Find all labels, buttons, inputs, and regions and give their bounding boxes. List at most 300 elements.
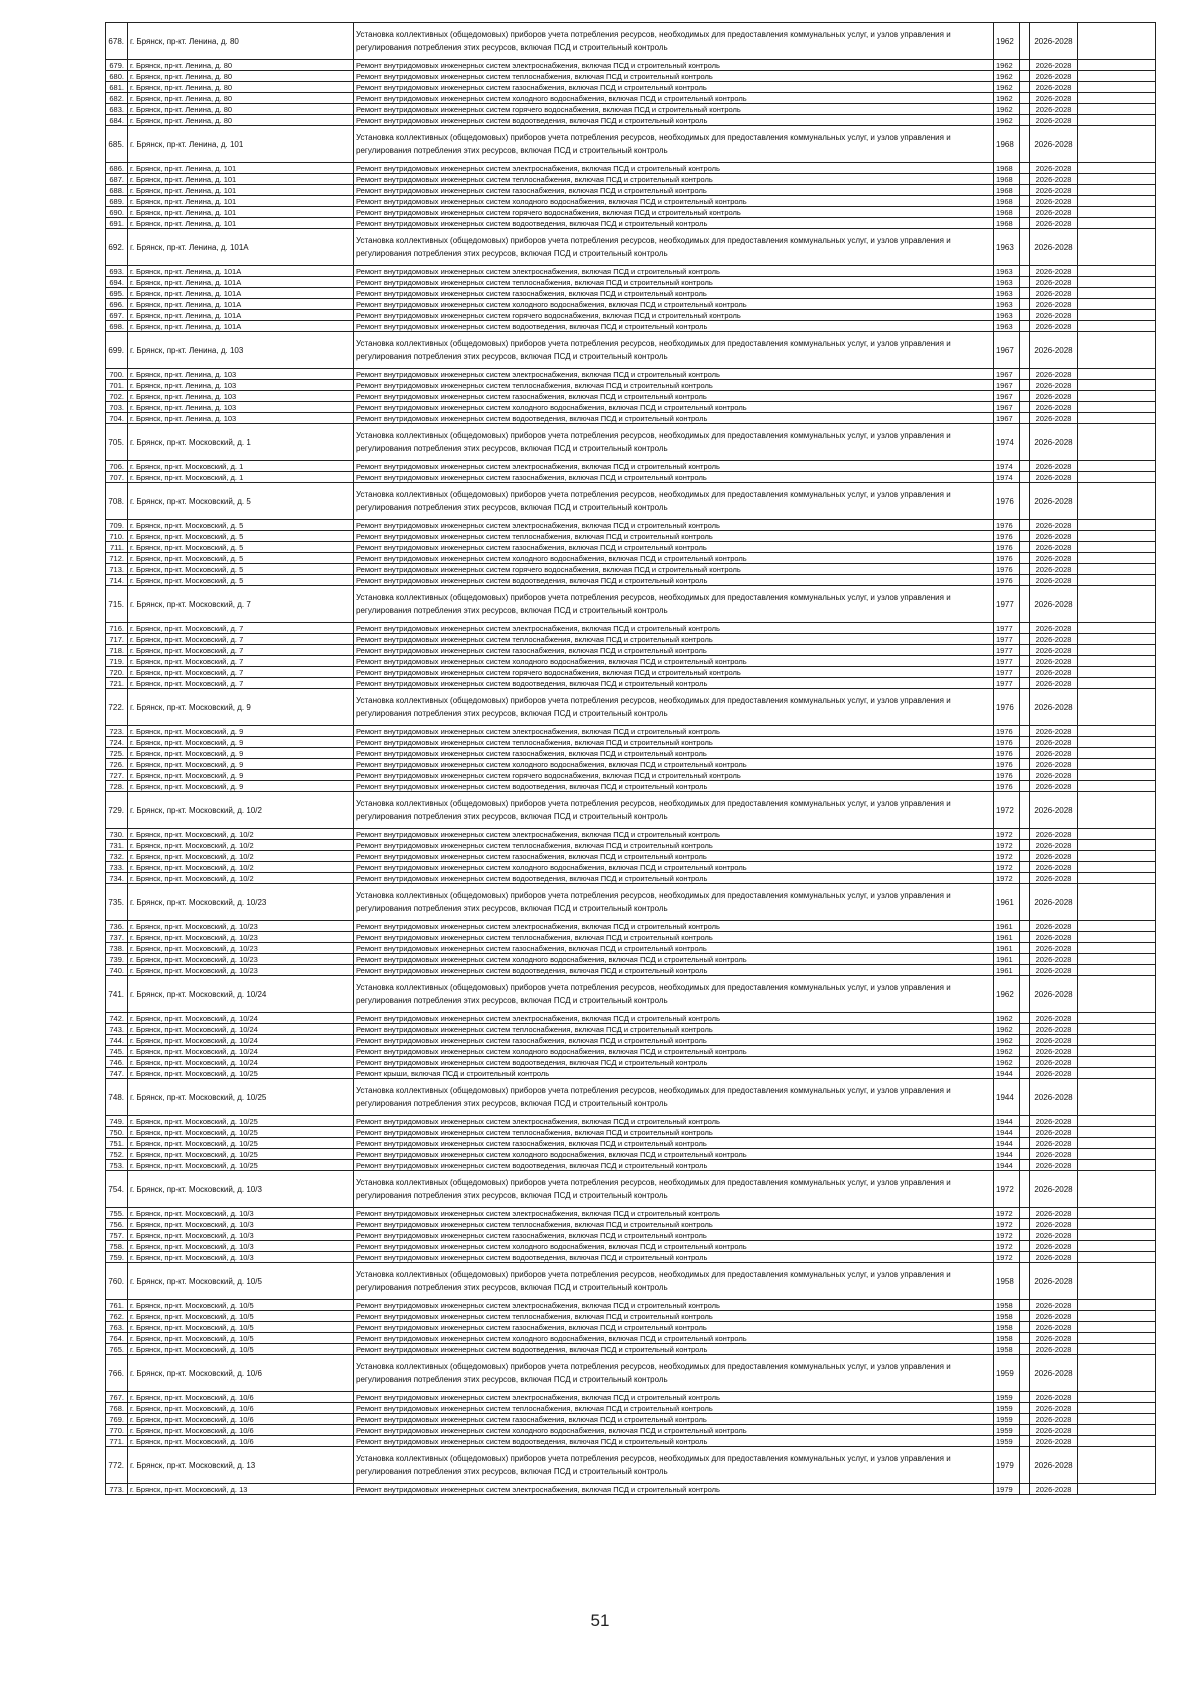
period-cell: 2026-2028 bbox=[1030, 1263, 1078, 1300]
commission-year-cell: 1961 bbox=[994, 954, 1020, 965]
commission-year-cell: 1958 bbox=[994, 1311, 1020, 1322]
row-number: 692. bbox=[106, 229, 128, 266]
empty-cell bbox=[1020, 954, 1030, 965]
table-row bbox=[106, 1219, 1156, 1230]
empty-cell bbox=[1020, 391, 1030, 402]
table-row bbox=[106, 104, 1156, 115]
row-number: 711. bbox=[106, 542, 128, 553]
commission-year-cell: 1959 bbox=[994, 1355, 1020, 1392]
empty-cell bbox=[1020, 196, 1030, 207]
empty-cell bbox=[1078, 115, 1156, 126]
row-number: 736. bbox=[106, 921, 128, 932]
empty-cell bbox=[1020, 174, 1030, 185]
row-number: 680. bbox=[106, 71, 128, 82]
work-type-cell: Ремонт внутридомовых инженерных систем электроснабжения, включая ПСД и строительный контроль bbox=[354, 1208, 994, 1219]
period-cell: 2026-2028 bbox=[1030, 321, 1078, 332]
period-cell: 2026-2028 bbox=[1030, 332, 1078, 369]
address-cell: г. Брянск, пр-кт. Московский, д. 1 bbox=[128, 424, 354, 461]
empty-cell bbox=[1078, 553, 1156, 564]
table-row bbox=[106, 369, 1156, 380]
period-cell: 2026-2028 bbox=[1030, 965, 1078, 976]
period-cell: 2026-2028 bbox=[1030, 954, 1078, 965]
commission-year-cell: 1968 bbox=[994, 174, 1020, 185]
period-cell: 2026-2028 bbox=[1030, 781, 1078, 792]
empty-cell bbox=[1020, 759, 1030, 770]
address-cell: г. Брянск, пр-кт. Московский, д. 10/5 bbox=[128, 1263, 354, 1300]
address-cell: г. Брянск, пр-кт. Московский, д. 10/23 bbox=[128, 943, 354, 954]
commission-year-cell: 1962 bbox=[994, 1035, 1020, 1046]
table-row bbox=[106, 185, 1156, 196]
empty-cell bbox=[1078, 332, 1156, 369]
empty-cell bbox=[1020, 380, 1030, 391]
commission-year-cell: 1977 bbox=[994, 623, 1020, 634]
commission-year-cell: 1976 bbox=[994, 770, 1020, 781]
empty-cell bbox=[1078, 413, 1156, 424]
work-type-cell: Ремонт внутридомовых инженерных систем газоснабжения, включая ПСД и строительный контроль bbox=[354, 542, 994, 553]
row-number: 740. bbox=[106, 965, 128, 976]
empty-cell bbox=[1020, 1046, 1030, 1057]
commission-year-cell: 1962 bbox=[994, 115, 1020, 126]
empty-cell bbox=[1020, 1311, 1030, 1322]
table-row bbox=[106, 1024, 1156, 1035]
commission-year-cell: 1968 bbox=[994, 126, 1020, 163]
row-number: 738. bbox=[106, 943, 128, 954]
work-type-cell: Ремонт внутридомовых инженерных систем водоотведения, включая ПСД и строительный контроль bbox=[354, 1344, 994, 1355]
period-cell: 2026-2028 bbox=[1030, 862, 1078, 873]
table-row bbox=[106, 542, 1156, 553]
empty-cell bbox=[1078, 424, 1156, 461]
period-cell: 2026-2028 bbox=[1030, 277, 1078, 288]
address-cell: г. Брянск, пр-кт. Московский, д. 13 bbox=[128, 1447, 354, 1484]
empty-cell bbox=[1020, 115, 1030, 126]
address-cell: г. Брянск, пр-кт. Московский, д. 10/6 bbox=[128, 1392, 354, 1403]
empty-cell bbox=[1020, 310, 1030, 321]
work-type-cell: Установка коллективных (общедомовых) приборов учета потребления ресурсов, необходимых для предоставления коммунальных услуг, и узлов управления и регулирования потребления этих ресурсов, включая ПСД и строительный контроль bbox=[354, 586, 994, 623]
row-number: 758. bbox=[106, 1241, 128, 1252]
empty-cell bbox=[1020, 402, 1030, 413]
empty-cell bbox=[1020, 976, 1030, 1013]
empty-cell bbox=[1078, 82, 1156, 93]
address-cell: г. Брянск, пр-кт. Ленина, д. 101А bbox=[128, 266, 354, 277]
period-cell: 2026-2028 bbox=[1030, 472, 1078, 483]
empty-cell bbox=[1078, 1219, 1156, 1230]
period-cell: 2026-2028 bbox=[1030, 461, 1078, 472]
table-row bbox=[106, 678, 1156, 689]
empty-cell bbox=[1020, 1403, 1030, 1414]
table-row bbox=[106, 1484, 1156, 1495]
commission-year-cell: 1963 bbox=[994, 299, 1020, 310]
empty-cell bbox=[1020, 299, 1030, 310]
empty-cell bbox=[1020, 1057, 1030, 1068]
address-cell: г. Брянск, пр-кт. Московский, д. 10/24 bbox=[128, 1057, 354, 1068]
address-cell: г. Брянск, пр-кт. Московский, д. 10/6 bbox=[128, 1355, 354, 1392]
period-cell: 2026-2028 bbox=[1030, 196, 1078, 207]
work-type-cell: Установка коллективных (общедомовых) приборов учета потребления ресурсов, необходимых для предоставления коммунальных услуг, и узлов управления и регулирования потребления этих ресурсов, включая ПСД и строительный контроль bbox=[354, 483, 994, 520]
table-row bbox=[106, 424, 1156, 461]
table-row bbox=[106, 862, 1156, 873]
empty-cell bbox=[1078, 1068, 1156, 1079]
address-cell: г. Брянск, пр-кт. Московский, д. 9 bbox=[128, 781, 354, 792]
address-cell: г. Брянск, пр-кт. Московский, д. 10/23 bbox=[128, 884, 354, 921]
commission-year-cell: 1959 bbox=[994, 1425, 1020, 1436]
program-table-container bbox=[105, 22, 1155, 1495]
address-cell: г. Брянск, пр-кт. Ленина, д. 101А bbox=[128, 299, 354, 310]
empty-cell bbox=[1020, 1149, 1030, 1160]
empty-cell bbox=[1078, 770, 1156, 781]
page-number: 51 bbox=[590, 1611, 610, 1630]
empty-cell bbox=[1078, 402, 1156, 413]
address-cell: г. Брянск, пр-кт. Московский, д. 7 bbox=[128, 667, 354, 678]
commission-year-cell: 1974 bbox=[994, 461, 1020, 472]
commission-year-cell: 1977 bbox=[994, 656, 1020, 667]
period-cell: 2026-2028 bbox=[1030, 840, 1078, 851]
period-cell: 2026-2028 bbox=[1030, 1013, 1078, 1024]
row-number: 719. bbox=[106, 656, 128, 667]
row-number: 720. bbox=[106, 667, 128, 678]
empty-cell bbox=[1020, 369, 1030, 380]
table-row bbox=[106, 667, 1156, 678]
address-cell: г. Брянск, пр-кт. Ленина, д. 101 bbox=[128, 126, 354, 163]
work-type-cell: Ремонт внутридомовых инженерных систем электроснабжения, включая ПСД и строительный контроль bbox=[354, 60, 994, 71]
table-row bbox=[106, 1300, 1156, 1311]
empty-cell bbox=[1078, 851, 1156, 862]
period-cell: 2026-2028 bbox=[1030, 126, 1078, 163]
row-number: 742. bbox=[106, 1013, 128, 1024]
address-cell: г. Брянск, пр-кт. Ленина, д. 101 bbox=[128, 185, 354, 196]
period-cell: 2026-2028 bbox=[1030, 1219, 1078, 1230]
table-row bbox=[106, 82, 1156, 93]
empty-cell bbox=[1078, 689, 1156, 726]
table-row bbox=[106, 1447, 1156, 1484]
commission-year-cell: 1967 bbox=[994, 369, 1020, 380]
work-type-cell: Ремонт внутридомовых инженерных систем теплоснабжения, включая ПСД и строительный контроль bbox=[354, 1127, 994, 1138]
empty-cell bbox=[1078, 678, 1156, 689]
empty-cell bbox=[1020, 873, 1030, 884]
work-type-cell: Ремонт внутридомовых инженерных систем газоснабжения, включая ПСД и строительный контроль bbox=[354, 1035, 994, 1046]
commission-year-cell: 1961 bbox=[994, 921, 1020, 932]
work-type-cell: Ремонт внутридомовых инженерных систем газоснабжения, включая ПСД и строительный контроль bbox=[354, 851, 994, 862]
empty-cell bbox=[1078, 1079, 1156, 1116]
empty-cell bbox=[1078, 483, 1156, 520]
empty-cell bbox=[1078, 71, 1156, 82]
empty-cell bbox=[1078, 1171, 1156, 1208]
row-number: 709. bbox=[106, 520, 128, 531]
empty-cell bbox=[1078, 174, 1156, 185]
empty-cell bbox=[1078, 1436, 1156, 1447]
address-cell: г. Брянск, пр-кт. Московский, д. 7 bbox=[128, 634, 354, 645]
period-cell: 2026-2028 bbox=[1030, 921, 1078, 932]
empty-cell bbox=[1020, 60, 1030, 71]
row-number: 705. bbox=[106, 424, 128, 461]
address-cell: г. Брянск, пр-кт. Московский, д. 1 bbox=[128, 461, 354, 472]
row-number: 754. bbox=[106, 1171, 128, 1208]
address-cell: г. Брянск, пр-кт. Московский, д. 9 bbox=[128, 748, 354, 759]
table-row bbox=[106, 759, 1156, 770]
row-number: 726. bbox=[106, 759, 128, 770]
period-cell: 2026-2028 bbox=[1030, 564, 1078, 575]
empty-cell bbox=[1078, 185, 1156, 196]
commission-year-cell: 1959 bbox=[994, 1403, 1020, 1414]
period-cell: 2026-2028 bbox=[1030, 667, 1078, 678]
commission-year-cell: 1958 bbox=[994, 1322, 1020, 1333]
row-number: 729. bbox=[106, 792, 128, 829]
period-cell: 2026-2028 bbox=[1030, 1160, 1078, 1171]
commission-year-cell: 1977 bbox=[994, 678, 1020, 689]
work-type-cell: Ремонт внутридомовых инженерных систем холодного водоснабжения, включая ПСД и строительный контроль bbox=[354, 93, 994, 104]
work-type-cell: Ремонт внутридомовых инженерных систем водоотведения, включая ПСД и строительный контроль bbox=[354, 115, 994, 126]
row-number: 723. bbox=[106, 726, 128, 737]
work-type-cell: Установка коллективных (общедомовых) приборов учета потребления ресурсов, необходимых для предоставления коммунальных услуг, и узлов управления и регулирования потребления этих ресурсов, включая ПСД и строительный контроль bbox=[354, 792, 994, 829]
row-number: 765. bbox=[106, 1344, 128, 1355]
empty-cell bbox=[1078, 299, 1156, 310]
empty-cell bbox=[1078, 1116, 1156, 1127]
address-cell: г. Брянск, пр-кт. Московский, д. 9 bbox=[128, 689, 354, 726]
work-type-cell: Ремонт внутридомовых инженерных систем теплоснабжения, включая ПСД и строительный контроль bbox=[354, 174, 994, 185]
commission-year-cell: 1972 bbox=[994, 1252, 1020, 1263]
address-cell: г. Брянск, пр-кт. Московский, д. 10/5 bbox=[128, 1322, 354, 1333]
table-row bbox=[106, 1057, 1156, 1068]
row-number: 741. bbox=[106, 976, 128, 1013]
row-number: 728. bbox=[106, 781, 128, 792]
empty-cell bbox=[1020, 1116, 1030, 1127]
row-number: 714. bbox=[106, 575, 128, 586]
commission-year-cell: 1963 bbox=[994, 310, 1020, 321]
empty-cell bbox=[1020, 623, 1030, 634]
program-table bbox=[105, 22, 1156, 1495]
empty-cell bbox=[1020, 1322, 1030, 1333]
empty-cell bbox=[1020, 726, 1030, 737]
row-number: 747. bbox=[106, 1068, 128, 1079]
address-cell: г. Брянск, пр-кт. Ленина, д. 103 bbox=[128, 380, 354, 391]
table-row bbox=[106, 634, 1156, 645]
period-cell: 2026-2028 bbox=[1030, 759, 1078, 770]
address-cell: г. Брянск, пр-кт. Ленина, д. 101А bbox=[128, 277, 354, 288]
address-cell: г. Брянск, пр-кт. Московский, д. 10/23 bbox=[128, 921, 354, 932]
address-cell: г. Брянск, пр-кт. Московский, д. 10/24 bbox=[128, 1046, 354, 1057]
work-type-cell: Ремонт внутридомовых инженерных систем газоснабжения, включая ПСД и строительный контроль bbox=[354, 748, 994, 759]
table-row bbox=[106, 520, 1156, 531]
empty-cell bbox=[1078, 1160, 1156, 1171]
row-number: 704. bbox=[106, 413, 128, 424]
empty-cell bbox=[1078, 1484, 1156, 1495]
empty-cell bbox=[1020, 1127, 1030, 1138]
empty-cell bbox=[1078, 520, 1156, 531]
commission-year-cell: 1976 bbox=[994, 689, 1020, 726]
row-number: 725. bbox=[106, 748, 128, 759]
work-type-cell: Ремонт внутридомовых инженерных систем газоснабжения, включая ПСД и строительный контроль bbox=[354, 1230, 994, 1241]
work-type-cell: Ремонт внутридомовых инженерных систем горячего водоснабжения, включая ПСД и строительный контроль bbox=[354, 667, 994, 678]
address-cell: г. Брянск, пр-кт. Московский, д. 13 bbox=[128, 1484, 354, 1495]
empty-cell bbox=[1020, 104, 1030, 115]
address-cell: г. Брянск, пр-кт. Ленина, д. 103 bbox=[128, 391, 354, 402]
commission-year-cell: 1972 bbox=[994, 873, 1020, 884]
empty-cell bbox=[1020, 472, 1030, 483]
address-cell: г. Брянск, пр-кт. Ленина, д. 101А bbox=[128, 288, 354, 299]
empty-cell bbox=[1078, 266, 1156, 277]
table-row bbox=[106, 174, 1156, 185]
commission-year-cell: 1959 bbox=[994, 1414, 1020, 1425]
commission-year-cell: 1976 bbox=[994, 737, 1020, 748]
row-number: 739. bbox=[106, 954, 128, 965]
empty-cell bbox=[1078, 781, 1156, 792]
empty-cell bbox=[1020, 520, 1030, 531]
work-type-cell: Ремонт внутридомовых инженерных систем холодного водоснабжения, включая ПСД и строительный контроль bbox=[354, 196, 994, 207]
empty-cell bbox=[1020, 1333, 1030, 1344]
row-number: 695. bbox=[106, 288, 128, 299]
period-cell: 2026-2028 bbox=[1030, 82, 1078, 93]
period-cell: 2026-2028 bbox=[1030, 1171, 1078, 1208]
row-number: 696. bbox=[106, 299, 128, 310]
table-row bbox=[106, 1068, 1156, 1079]
period-cell: 2026-2028 bbox=[1030, 976, 1078, 1013]
empty-cell bbox=[1078, 873, 1156, 884]
row-number: 715. bbox=[106, 586, 128, 623]
table-row bbox=[106, 623, 1156, 634]
work-type-cell: Ремонт внутридомовых инженерных систем теплоснабжения, включая ПСД и строительный контроль bbox=[354, 1311, 994, 1322]
empty-cell bbox=[1078, 126, 1156, 163]
row-number: 707. bbox=[106, 472, 128, 483]
empty-cell bbox=[1020, 553, 1030, 564]
work-type-cell: Ремонт внутридомовых инженерных систем холодного водоснабжения, включая ПСД и строительный контроль bbox=[354, 1149, 994, 1160]
row-number: 710. bbox=[106, 531, 128, 542]
work-type-cell: Ремонт внутридомовых инженерных систем горячего водоснабжения, включая ПСД и строительный контроль bbox=[354, 770, 994, 781]
commission-year-cell: 1976 bbox=[994, 781, 1020, 792]
period-cell: 2026-2028 bbox=[1030, 1414, 1078, 1425]
address-cell: г. Брянск, пр-кт. Московский, д. 10/25 bbox=[128, 1149, 354, 1160]
table-row bbox=[106, 71, 1156, 82]
commission-year-cell: 1972 bbox=[994, 1208, 1020, 1219]
period-cell: 2026-2028 bbox=[1030, 1392, 1078, 1403]
address-cell: г. Брянск, пр-кт. Московский, д. 10/25 bbox=[128, 1068, 354, 1079]
commission-year-cell: 1972 bbox=[994, 792, 1020, 829]
empty-cell bbox=[1078, 288, 1156, 299]
table-row bbox=[106, 781, 1156, 792]
table-row bbox=[106, 277, 1156, 288]
work-type-cell: Ремонт внутридомовых инженерных систем электроснабжения, включая ПСД и строительный контроль bbox=[354, 1116, 994, 1127]
empty-cell bbox=[1078, 1355, 1156, 1392]
table-row bbox=[106, 829, 1156, 840]
work-type-cell: Ремонт внутридомовых инженерных систем газоснабжения, включая ПСД и строительный контроль bbox=[354, 391, 994, 402]
address-cell: г. Брянск, пр-кт. Ленина, д. 80 bbox=[128, 60, 354, 71]
work-type-cell: Ремонт внутридомовых инженерных систем теплоснабжения, включая ПСД и строительный контроль bbox=[354, 1024, 994, 1035]
period-cell: 2026-2028 bbox=[1030, 1355, 1078, 1392]
empty-cell bbox=[1020, 1392, 1030, 1403]
table-row bbox=[106, 1241, 1156, 1252]
work-type-cell: Ремонт внутридомовых инженерных систем холодного водоснабжения, включая ПСД и строительный контроль bbox=[354, 1333, 994, 1344]
table-row bbox=[106, 115, 1156, 126]
table-row bbox=[106, 1403, 1156, 1414]
address-cell: г. Брянск, пр-кт. Ленина, д. 80 bbox=[128, 23, 354, 60]
period-cell: 2026-2028 bbox=[1030, 1484, 1078, 1495]
address-cell: г. Брянск, пр-кт. Московский, д. 10/25 bbox=[128, 1127, 354, 1138]
empty-cell bbox=[1078, 1057, 1156, 1068]
address-cell: г. Брянск, пр-кт. Ленина, д. 101А bbox=[128, 310, 354, 321]
work-type-cell: Ремонт внутридомовых инженерных систем электроснабжения, включая ПСД и строительный контроль bbox=[354, 1484, 994, 1495]
address-cell: г. Брянск, пр-кт. Ленина, д. 80 bbox=[128, 71, 354, 82]
table-row bbox=[106, 965, 1156, 976]
period-cell: 2026-2028 bbox=[1030, 207, 1078, 218]
row-number: 735. bbox=[106, 884, 128, 921]
address-cell: г. Брянск, пр-кт. Московский, д. 10/6 bbox=[128, 1425, 354, 1436]
commission-year-cell: 1976 bbox=[994, 520, 1020, 531]
address-cell: г. Брянск, пр-кт. Московский, д. 10/3 bbox=[128, 1171, 354, 1208]
work-type-cell: Ремонт внутридомовых инженерных систем водоотведения, включая ПСД и строительный контроль bbox=[354, 218, 994, 229]
period-cell: 2026-2028 bbox=[1030, 1230, 1078, 1241]
address-cell: г. Брянск, пр-кт. Ленина, д. 101А bbox=[128, 229, 354, 266]
empty-cell bbox=[1020, 218, 1030, 229]
table-row bbox=[106, 1079, 1156, 1116]
empty-cell bbox=[1020, 82, 1030, 93]
period-cell: 2026-2028 bbox=[1030, 1425, 1078, 1436]
row-number: 690. bbox=[106, 207, 128, 218]
empty-cell bbox=[1078, 586, 1156, 623]
empty-cell bbox=[1020, 862, 1030, 873]
row-number: 746. bbox=[106, 1057, 128, 1068]
period-cell: 2026-2028 bbox=[1030, 1068, 1078, 1079]
empty-cell bbox=[1078, 461, 1156, 472]
empty-cell bbox=[1078, 726, 1156, 737]
address-cell: г. Брянск, пр-кт. Московский, д. 10/5 bbox=[128, 1344, 354, 1355]
row-number: 766. bbox=[106, 1355, 128, 1392]
row-number: 701. bbox=[106, 380, 128, 391]
commission-year-cell: 1963 bbox=[994, 266, 1020, 277]
empty-cell bbox=[1078, 667, 1156, 678]
address-cell: г. Брянск, пр-кт. Московский, д. 5 bbox=[128, 520, 354, 531]
table-row bbox=[106, 229, 1156, 266]
empty-cell bbox=[1020, 1484, 1030, 1495]
empty-cell bbox=[1020, 1160, 1030, 1171]
address-cell: г. Брянск, пр-кт. Московский, д. 10/2 bbox=[128, 851, 354, 862]
work-type-cell: Ремонт внутридомовых инженерных систем водоотведения, включая ПСД и строительный контроль bbox=[354, 1252, 994, 1263]
empty-cell bbox=[1020, 851, 1030, 862]
address-cell: г. Брянск, пр-кт. Ленина, д. 103 bbox=[128, 332, 354, 369]
address-cell: г. Брянск, пр-кт. Московский, д. 10/2 bbox=[128, 840, 354, 851]
commission-year-cell: 1944 bbox=[994, 1149, 1020, 1160]
period-cell: 2026-2028 bbox=[1030, 586, 1078, 623]
table-row bbox=[106, 1138, 1156, 1149]
empty-cell bbox=[1020, 575, 1030, 586]
table-row bbox=[106, 1414, 1156, 1425]
work-type-cell: Ремонт внутридомовых инженерных систем теплоснабжения, включая ПСД и строительный контроль bbox=[354, 380, 994, 391]
work-type-cell: Ремонт внутридомовых инженерных систем теплоснабжения, включая ПСД и строительный контроль bbox=[354, 737, 994, 748]
table-row bbox=[106, 873, 1156, 884]
period-cell: 2026-2028 bbox=[1030, 1079, 1078, 1116]
row-number: 760. bbox=[106, 1263, 128, 1300]
empty-cell bbox=[1078, 104, 1156, 115]
commission-year-cell: 1944 bbox=[994, 1160, 1020, 1171]
period-cell: 2026-2028 bbox=[1030, 71, 1078, 82]
period-cell: 2026-2028 bbox=[1030, 829, 1078, 840]
empty-cell bbox=[1020, 1171, 1030, 1208]
work-type-cell: Установка коллективных (общедомовых) приборов учета потребления ресурсов, необходимых для предоставления коммунальных услуг, и узлов управления и регулирования потребления этих ресурсов, включая ПСД и строительный контроль bbox=[354, 689, 994, 726]
row-number: 737. bbox=[106, 932, 128, 943]
row-number: 772. bbox=[106, 1447, 128, 1484]
empty-cell bbox=[1078, 1127, 1156, 1138]
table-row bbox=[106, 932, 1156, 943]
address-cell: г. Брянск, пр-кт. Московский, д. 5 bbox=[128, 564, 354, 575]
work-type-cell: Ремонт внутридомовых инженерных систем теплоснабжения, включая ПСД и строительный контроль bbox=[354, 531, 994, 542]
empty-cell bbox=[1020, 656, 1030, 667]
empty-cell bbox=[1020, 921, 1030, 932]
work-type-cell: Ремонт внутридомовых инженерных систем газоснабжения, включая ПСД и строительный контроль bbox=[354, 1414, 994, 1425]
empty-cell bbox=[1078, 1403, 1156, 1414]
row-number: 752. bbox=[106, 1149, 128, 1160]
commission-year-cell: 1944 bbox=[994, 1127, 1020, 1138]
table-row bbox=[106, 943, 1156, 954]
table-row bbox=[106, 1160, 1156, 1171]
empty-cell bbox=[1020, 185, 1030, 196]
address-cell: г. Брянск, пр-кт. Московский, д. 10/25 bbox=[128, 1138, 354, 1149]
